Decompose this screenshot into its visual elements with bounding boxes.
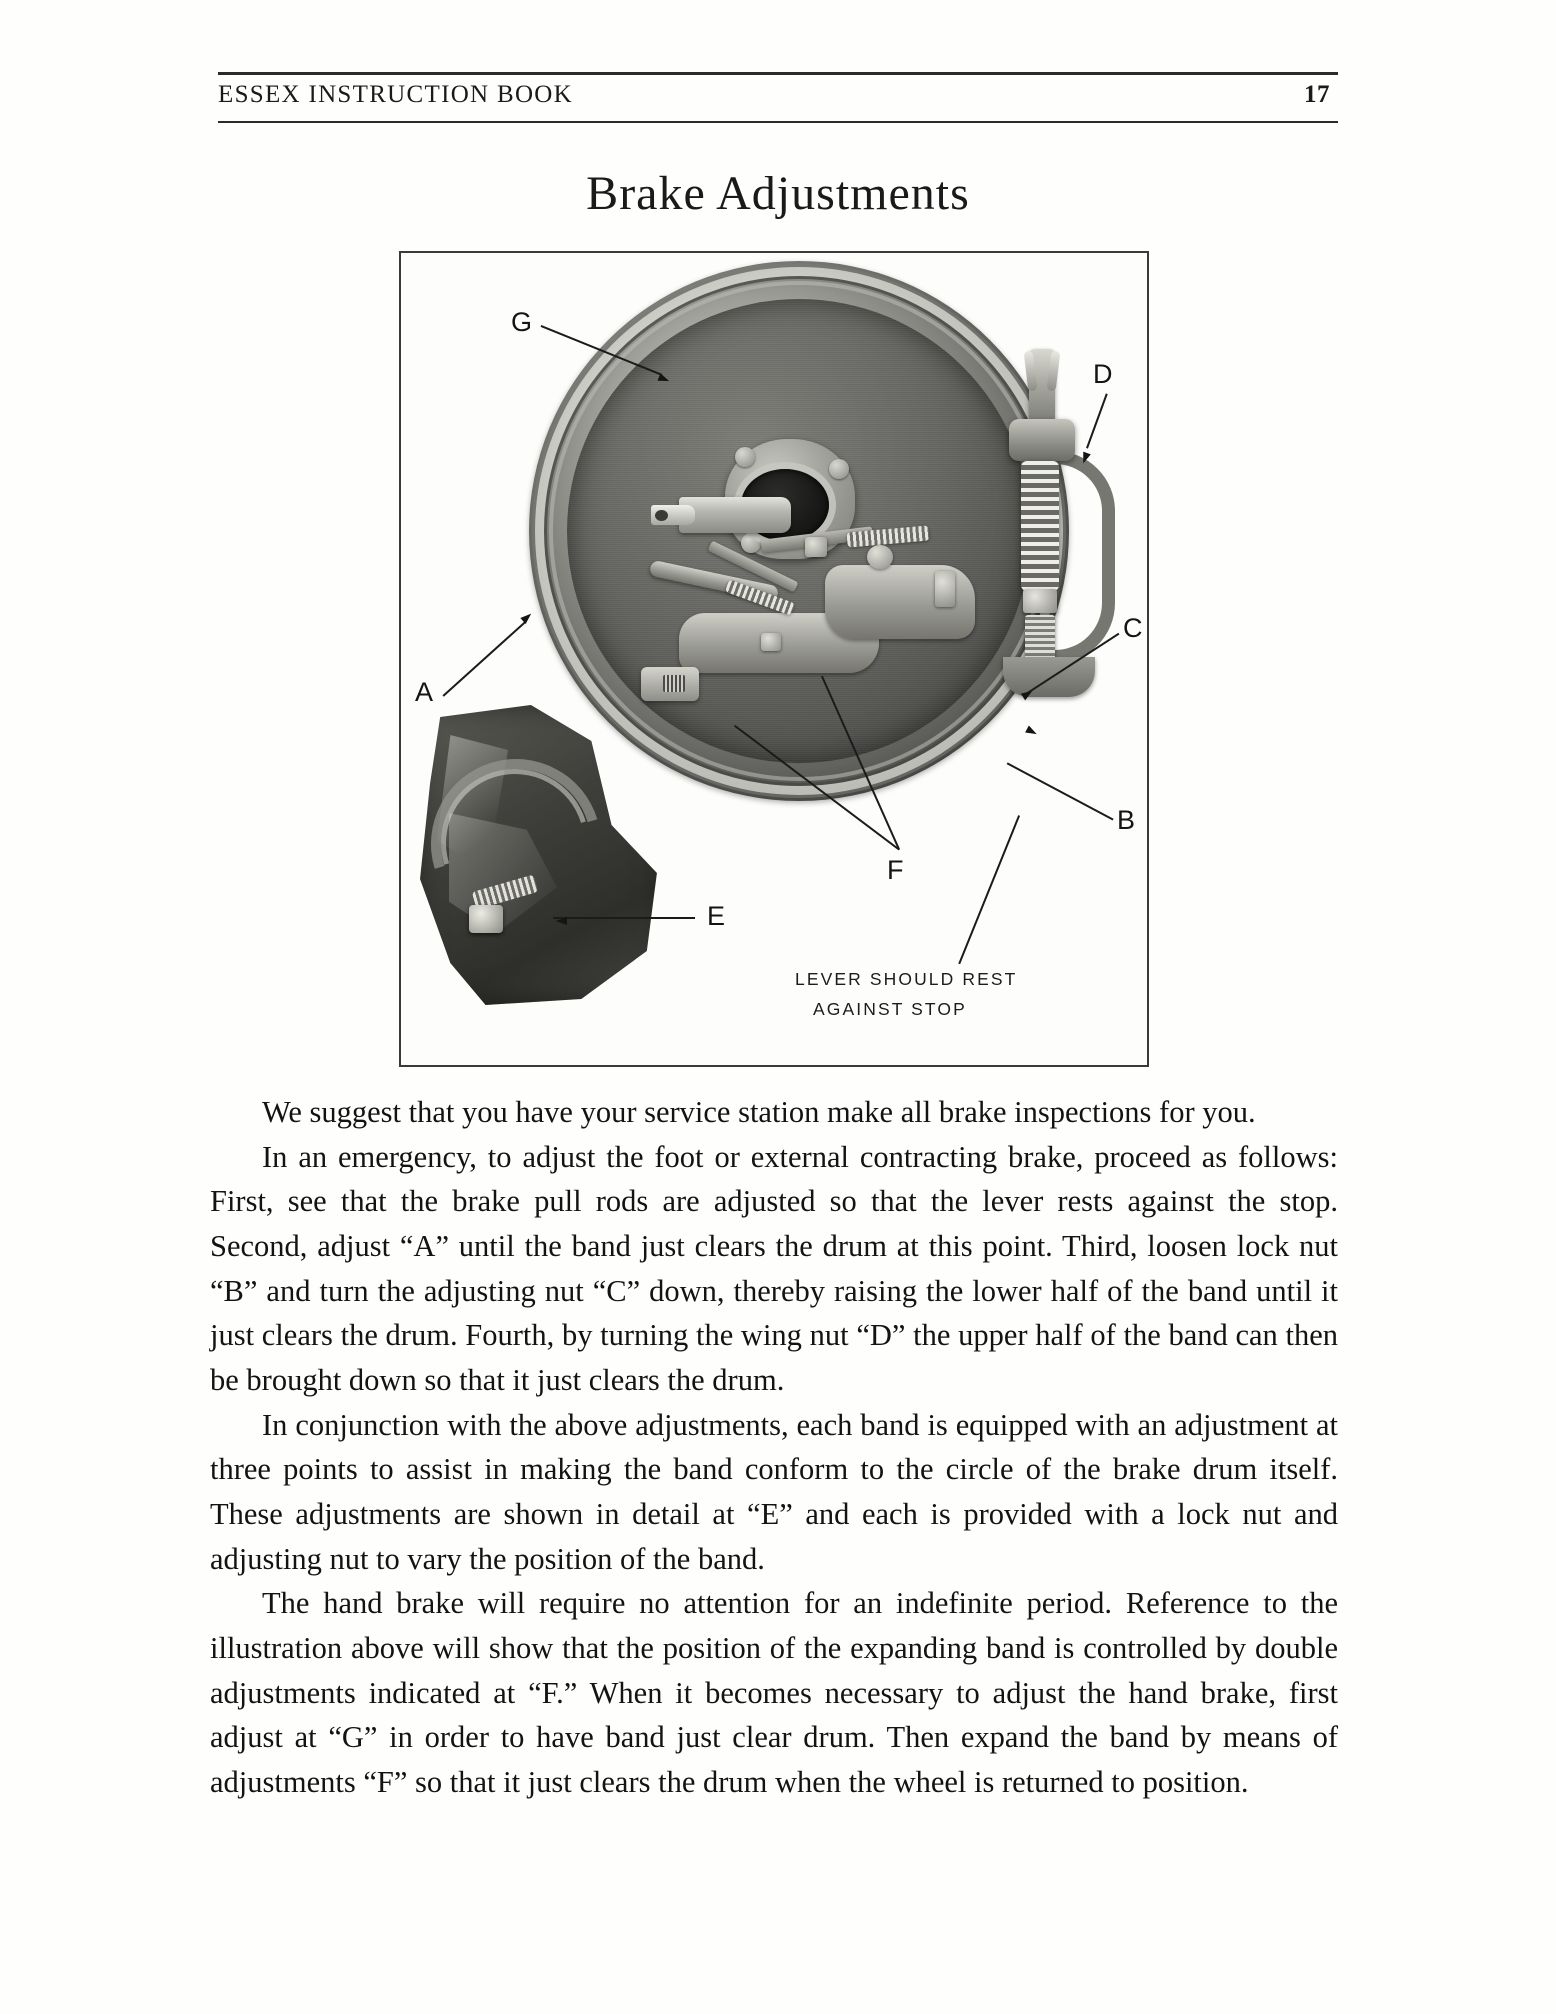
hub-bolt-icon (735, 447, 755, 467)
page-title: Brake Adjustments (586, 167, 970, 220)
adjusting-screw-f1 (935, 571, 955, 607)
callout-e: E (707, 901, 726, 931)
axle-cotter-hole (655, 510, 668, 521)
hub-bolt-icon (741, 533, 761, 553)
paragraph: The hand brake will require no attention for an indefinite period. Reference to the illustration above will show that the position of the expanding band is controlled by double adjustments indicated at “F.” When it becomes necessary to adjust the hand brake, first adjust at “G” in order to have band just clear drum. Then expand the band by means of adjustments “F” so that it just clears the drum when the wheel is returned to position. (210, 1586, 1338, 1800)
adjusting-nut-c (1023, 589, 1057, 613)
paragraph: In an emergency, to adjust the foot or external contracting brake, proceed as follows: First, see that the brake pull rods are adjusted so that the lever rests against the stop. Second, adjust “A” until the band just clears the drum at this point. Third, loosen lock nut “B” and turn the adjusting nut “C” down, thereby raising the lower half of the band until it just clears the drum. Fourth, by turning the wing nut “D” the upper half of the band can then be brought down so that it just clears the drum. (210, 1139, 1338, 1398)
compression-spring (1021, 461, 1059, 591)
leader-line-lever-stop (958, 815, 1019, 964)
header-book-title: ESSEX INSTRUCTION BOOK (218, 81, 574, 108)
leader-line-a (442, 622, 525, 697)
header-row (218, 75, 1338, 121)
inset-lock-and-adjusting-nut-e (469, 905, 503, 933)
linkage-nut (805, 537, 827, 557)
callout-f: F (887, 855, 904, 885)
figure-caption-line-1: LEVER SHOULD REST (795, 969, 1018, 989)
rod-clamp-block (1009, 419, 1075, 461)
adjusting-screw-f2 (761, 633, 781, 651)
leader-line-e (553, 917, 695, 919)
body-copy (210, 1090, 1338, 1805)
callout-g: G (511, 307, 533, 337)
page-number: 17 (1304, 81, 1330, 108)
figure-caption-line-2: AGAINST STOP (813, 999, 967, 1019)
band-adjustment-detail-inset (415, 705, 667, 1007)
figure-inner (401, 253, 1147, 1065)
paragraph: We suggest that you have your service station make all brake inspections for you. (262, 1095, 1256, 1129)
wing-nut-d (1029, 349, 1055, 421)
callout-b: B (1117, 805, 1136, 835)
hub-bolt-icon (829, 459, 849, 479)
arrowhead-e (556, 917, 567, 925)
brake-assembly-figure (399, 251, 1149, 1067)
callout-c: C (1123, 613, 1143, 643)
band-anchor-bracket-a (641, 667, 699, 701)
callout-d: D (1093, 359, 1113, 389)
running-head (218, 72, 1338, 123)
header-rule-bottom (218, 121, 1338, 123)
axle-shaft (679, 497, 791, 533)
pivot-boss (867, 545, 893, 569)
paragraph: In conjunction with the above adjustments, each band is equipped with an adjustment at three points to assist in making the band conform to the circle of the brake drum itself. These adjustments are shown in detail at “E” and each is provided with a lock nut and adjusting nut to vary the position of the band. (210, 1407, 1338, 1576)
callout-a: A (415, 677, 434, 707)
